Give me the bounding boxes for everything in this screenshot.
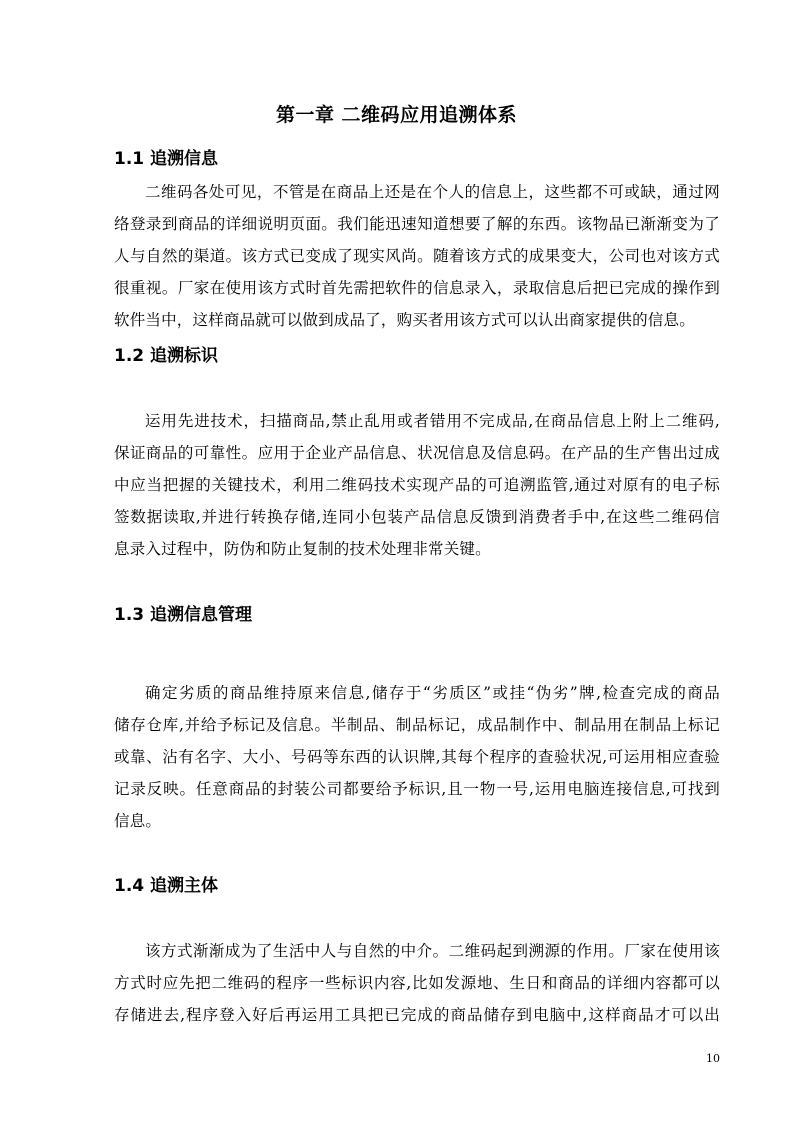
paragraph-line: 络登录到商品的详细说明页面。我们能迅速知道想要了解的东西。该物品已渐渐变为了 [114, 215, 720, 233]
chapter-title: 第一章 二维码应用追溯体系 [275, 104, 518, 126]
page-number: 10 [706, 1052, 720, 1065]
paragraph-line: 记录反映。任意商品的封装公司都要给予标识,且一物一号,运用电脑连接信息,可找到 [114, 780, 720, 798]
section-paragraph-1-2 [114, 405, 720, 565]
paragraph-line: 很重视。厂家在使用该方式时首先需把软件的信息录入，录取信息后把已完成的操作到 [114, 279, 720, 297]
paragraph-line: 软件当中，这样商品就可以做到成品了，购买者用该方式可以认出商家提供的信息。 [114, 311, 695, 329]
section-heading-1-2: 1.2 追溯标识 [114, 346, 219, 366]
paragraph-line: 确定劣质的商品维持原来信息,储存于“劣质区”或挂“伪劣”牌,检查完成的商品 [145, 684, 720, 702]
paragraph-line: 二维码各处可见，不管是在商品上还是在个人的信息上，这些都不可或缺，通过网 [145, 183, 720, 201]
paragraph-line: 存储进去,程序登入好后再运用工具把已完成的商品储存到电脑中,这样商品才可以出 [114, 1006, 720, 1024]
paragraph-line: 签数据读取,并进行转换存储,连同小包装产品信息反馈到消费者手中,在这些二维码信 [114, 508, 720, 526]
paragraph-line: 或靠、沾有名字、大小、号码等东西的认识牌,其每个程序的查验状况,可运用相应查验 [114, 748, 720, 766]
section-heading-1-4: 1.4 追溯主体 [114, 876, 219, 896]
section-paragraph-1-1 [114, 176, 720, 336]
paragraph-line: 信息。 [114, 812, 162, 830]
paragraph-line: 人与自然的渠道。该方式已变成了现实风尚。随着该方式的成果变大，公司也对该方式 [114, 247, 720, 265]
paragraph-line: 中应当把握的关键技术，利用二维码技术实现产品的可追溯监管,通过对原有的电子标 [114, 476, 720, 494]
section-paragraph-1-4 [114, 935, 720, 1031]
paragraph-line: 运用先进技术，扫描商品,禁止乱用或者错用不完成品,在商品信息上附上二维码, [145, 412, 720, 430]
section-heading-1-1: 1.1 追溯信息 [114, 149, 219, 169]
section-paragraph-1-3 [114, 677, 720, 837]
paragraph-line: 息录入过程中，防伪和防止复制的技术处理非常关键。 [114, 540, 491, 558]
paragraph-line: 该方式渐渐成为了生活中人与自然的中介。二维码起到溯源的作用。厂家在使用该 [145, 942, 720, 960]
paragraph-line: 方式时应先把二维码的程序一些标识内容,比如发源地、生日和商品的详细内容都可以 [114, 974, 720, 992]
paragraph-line: 保证商品的可靠性。应用于企业产品信息、状况信息及信息码。在产品的生产售出过成 [114, 444, 720, 462]
paragraph-line: 储存仓库,并给予标记及信息。半制品、制品标记，成品制作中、制品用在制品上标记 [114, 716, 720, 734]
section-heading-1-3: 1.3 追溯信息管理 [114, 605, 253, 625]
